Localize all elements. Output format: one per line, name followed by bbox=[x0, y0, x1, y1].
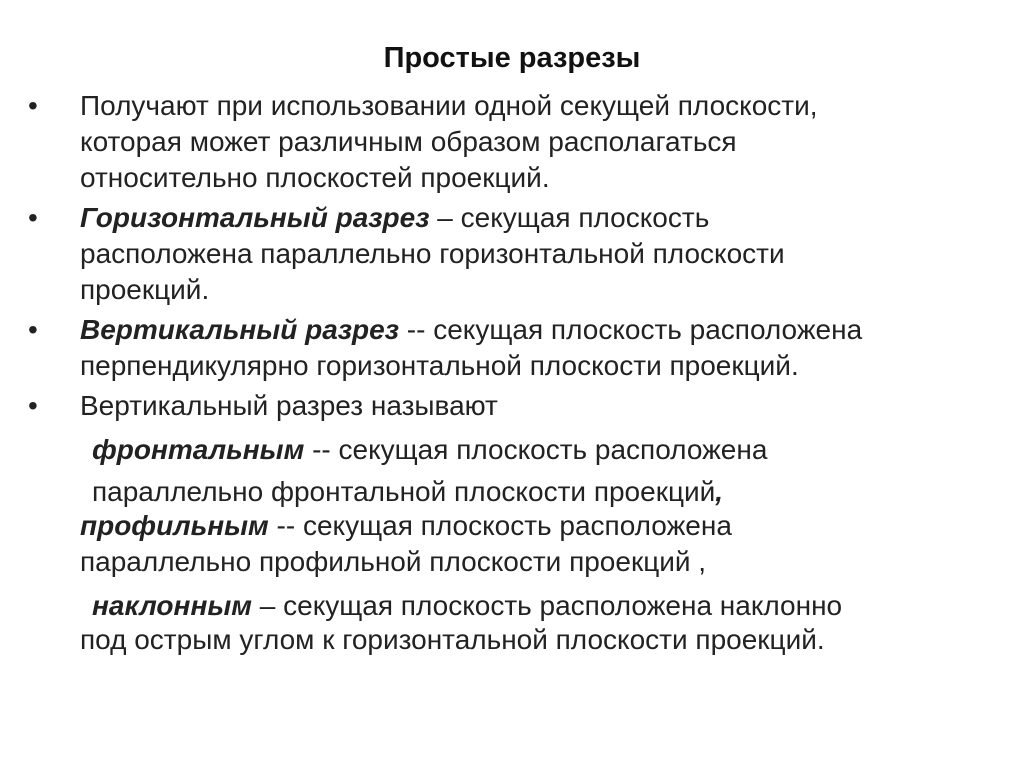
term-horizontal-section: Горизонтальный разрез bbox=[80, 202, 430, 233]
frontal-definition: -- секущая плоскость расположена bbox=[304, 434, 768, 465]
item2-line2: расположена параллельно горизонтальной плоскости bbox=[80, 238, 785, 269]
frontal-continuation: параллельно фронтальной плоскости проекций bbox=[92, 476, 716, 507]
inclined-line1 bbox=[92, 588, 842, 624]
item1-line2: которая может различным образом располагаться bbox=[80, 126, 737, 157]
bullet-marker: • bbox=[28, 390, 38, 421]
inclined-line2: под острым углом к горизонтальной плоскости проекций. bbox=[80, 624, 825, 655]
item2-definition: – секущая плоскость bbox=[429, 202, 710, 233]
item4-line1: Вертикальный разрез называют bbox=[80, 390, 498, 421]
item3-line1 bbox=[80, 312, 862, 348]
frontal-line1 bbox=[92, 432, 767, 468]
frontal-line2 bbox=[92, 474, 723, 510]
frontal-comma: , bbox=[715, 476, 724, 507]
item3-line2: перпендикулярно горизонтальной плоскости проекций. bbox=[80, 350, 799, 381]
term-vertical-section: Вертикальный разрез bbox=[80, 314, 400, 345]
item1-line1: Получают при использовании одной секущей плоскости, bbox=[80, 90, 818, 121]
item1-line3: относительно плоскостей проекций. bbox=[80, 162, 550, 193]
term-profile: профильным bbox=[80, 510, 269, 541]
profile-definition: -- секущая плоскость расположена bbox=[268, 510, 732, 541]
bullet-marker: • bbox=[28, 314, 38, 345]
bullet-marker: • bbox=[28, 202, 38, 233]
profile-line1 bbox=[80, 508, 732, 544]
item3-definition: -- секущая плоскость расположена bbox=[399, 314, 863, 345]
slide-title: Простые разрезы bbox=[383, 42, 641, 74]
term-frontal: фронтальным bbox=[92, 434, 305, 465]
item2-line1 bbox=[80, 200, 709, 236]
item2-line3: проекций. bbox=[80, 274, 210, 305]
profile-line2: параллельно профильной плоскости проекций , bbox=[80, 546, 707, 577]
term-inclined: наклонным bbox=[92, 590, 252, 621]
bullet-marker: • bbox=[28, 90, 38, 121]
inclined-definition: – секущая плоскость расположена наклонно bbox=[251, 590, 843, 621]
